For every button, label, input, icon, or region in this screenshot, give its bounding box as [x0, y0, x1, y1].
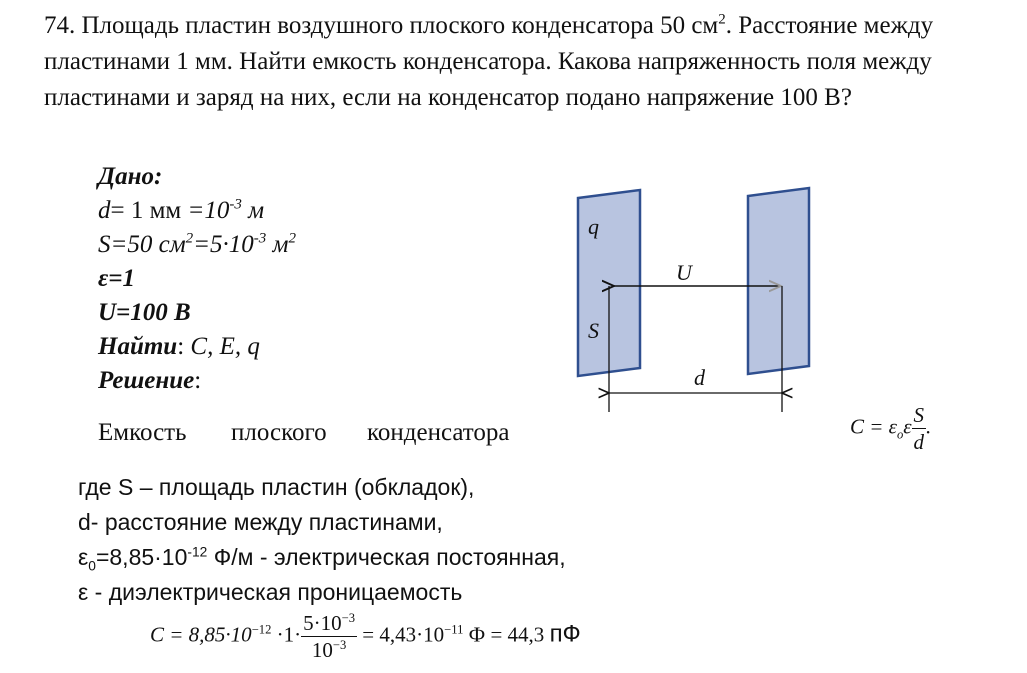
find-label: Найти — [98, 333, 178, 360]
given-s-value: S=50 см — [98, 231, 186, 258]
problem-statement — [44, 8, 984, 116]
given-d-exponent: -3 — [229, 196, 242, 213]
label-d: d — [694, 365, 705, 390]
given-s — [98, 228, 296, 262]
calc-den-exponent: −3 — [332, 638, 347, 652]
calc-lhs-exponent: −12 — [251, 622, 272, 637]
problem-text-part1: 74. Площадь пластин воздушного плоского конденсатора 50 см — [44, 12, 719, 39]
right-plate — [748, 188, 809, 374]
formula-fraction — [912, 402, 927, 455]
calc-lhs: C = 8,85·10 — [150, 622, 252, 647]
problem-text-part2: . Расстояние между пластинами 1 мм. Найти емкость конденсатора. Какова напряженность поля между пластинами и заряд на них, если на конденсатор подано напряжение 100 В? — [44, 12, 934, 111]
formula-denominator: d — [913, 430, 925, 454]
calc-result-unit: Ф = 44,3 — [463, 622, 550, 647]
find-colon: : — [177, 333, 191, 360]
calc-final-unit: пФ — [549, 620, 581, 648]
given-voltage: U=100 В — [98, 299, 191, 326]
solution-line — [98, 364, 201, 398]
capacity-word-3: конденсатора — [367, 419, 510, 446]
formula-eps: ε — [903, 414, 912, 439]
given-s-unit-sup: 2 — [288, 230, 297, 247]
find-line — [98, 330, 260, 364]
eps0-desc: Ф/м - электрическая постоянная, — [207, 544, 566, 570]
formula-period: . — [926, 414, 932, 439]
calculation — [150, 610, 581, 663]
given-d — [98, 194, 264, 228]
capacity-formula — [850, 402, 931, 455]
label-u: U — [676, 260, 692, 285]
given-d-unit: м — [241, 197, 265, 224]
solution-label: Решение — [98, 367, 195, 394]
calc-numerator — [301, 610, 357, 637]
given-heading: Дано: — [98, 163, 163, 190]
given-s-si: =5·10 — [193, 231, 254, 258]
formula-numerator: S — [913, 403, 925, 427]
given-d-symbol: d — [98, 197, 111, 224]
definition-s: где S – площадь пластин (обкладок), — [78, 474, 475, 500]
solution-colon: : — [194, 367, 202, 394]
calc-denominator — [301, 637, 357, 663]
eps0-exponent: -12 — [187, 544, 208, 560]
calc-num-exponent: −3 — [341, 611, 356, 625]
eps0-symbol: ε — [78, 544, 89, 570]
eps0-value: =8,85·10 — [95, 544, 188, 570]
definition-eps: ε - диэлектрическая проницаемость — [78, 579, 463, 605]
given-s-sup: 2 — [185, 230, 194, 247]
calc-num-base: 5·10 — [303, 611, 342, 635]
eps0-sub: 0 — [88, 558, 96, 574]
label-s: S — [588, 318, 599, 343]
given-s-unit: м — [266, 231, 289, 258]
capacitor-diagram — [560, 180, 840, 420]
given-d-value: = 1 мм — [110, 197, 182, 224]
calc-fraction — [301, 610, 357, 663]
calc-result-exponent: −11 — [444, 622, 464, 637]
given-epsilon: ε=1 — [98, 265, 135, 292]
formula-sub: o — [896, 427, 904, 442]
definition-d: d- расстояние между пластинами, — [78, 509, 443, 535]
capacity-word-1: Емкость — [98, 419, 187, 446]
definition-eps0 — [78, 540, 566, 574]
find-values: C, E, q — [190, 333, 260, 360]
area-unit-exponent: 2 — [718, 11, 726, 28]
given-d-si: =10 — [187, 197, 230, 224]
formula-lhs: C = ε — [850, 414, 897, 439]
label-q: q — [588, 214, 599, 239]
given-s-exponent: -3 — [253, 230, 267, 247]
calc-mid: ·1· — [271, 622, 302, 647]
capacity-word-2: плоского — [231, 419, 327, 446]
calc-den-base: 10 — [311, 638, 333, 662]
calc-result-value: = 4,43·10 — [357, 622, 445, 647]
